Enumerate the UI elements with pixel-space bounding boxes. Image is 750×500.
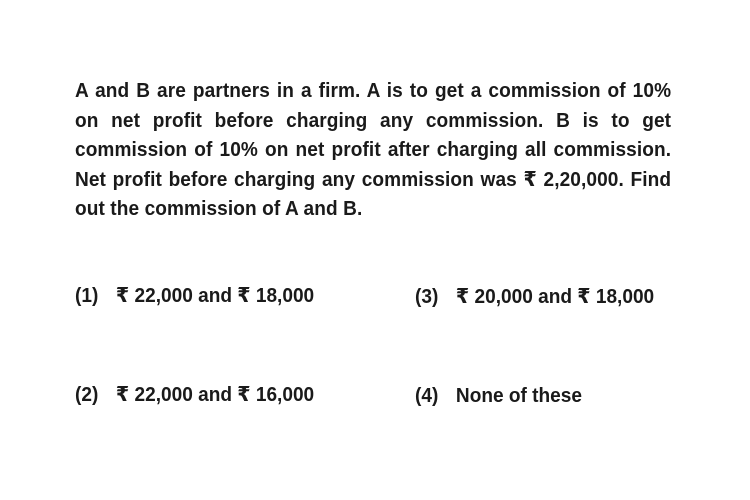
option-4: [415, 384, 582, 408]
option-3: [415, 284, 654, 309]
question-text: A and B are partners in a firm. A is to get a commission of 10% on net profit before charging any commission. B is to get commission of 10% on net profit after charging all commission. Net profit before charging any commission was ₹ 2,20,000. Find out the commission of A and B.: [75, 79, 672, 221]
option-1: [75, 283, 314, 308]
option-3-number: (3): [415, 285, 439, 308]
option-1-text: ₹ 22,000 and ₹ 18,000: [115, 284, 315, 307]
option-2: [75, 382, 314, 407]
option-1-number: (1): [75, 284, 99, 307]
option-2-text: ₹ 22,000 and ₹ 16,000: [115, 383, 315, 406]
option-3-text: ₹ 20,000 and ₹ 18,000: [455, 285, 655, 308]
option-2-number: (2): [75, 383, 99, 406]
option-4-text: None of these: [455, 384, 582, 407]
option-4-number: (4): [415, 384, 439, 407]
